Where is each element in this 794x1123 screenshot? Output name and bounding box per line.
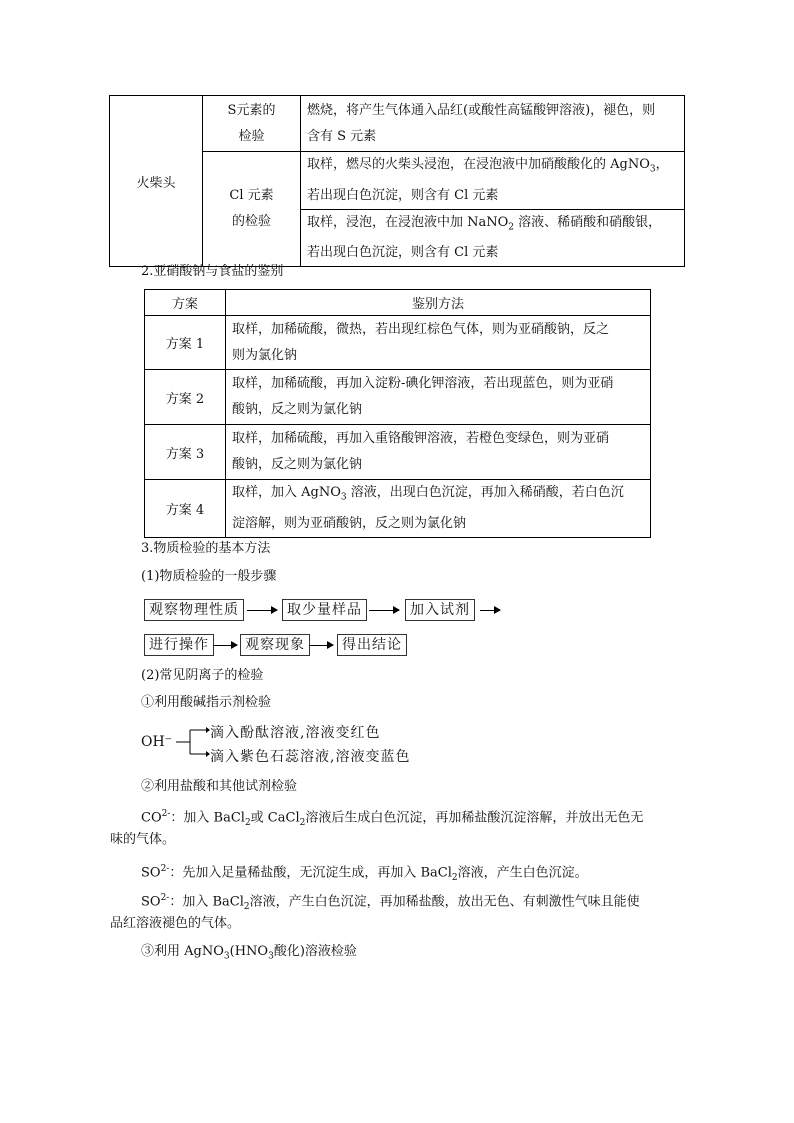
carbonate-test-line2: 味的气体。 — [110, 832, 176, 847]
flow-arrow-icon — [247, 610, 277, 611]
sulfate-test: $SO^{2-}$：先加入足量稀盐酸，无沉淀生成，再加入 BaCl$_2$溶液，产生白色沉淀。 — [141, 864, 588, 883]
scheme-method: 取样，加稀硫酸，再加入重铬酸钾溶液，若橙色变绿色，则为亚硝 酸钠，反之则为氯化钠 — [226, 425, 651, 480]
table2-header-scheme: 方案 — [145, 290, 226, 316]
cl-method-b-line1: 取样，浸泡，在浸泡液中加 NaNO$_2$ 溶液、稀硝酸和硝酸银， — [307, 214, 662, 233]
cl-label-line1: Cl 元素 — [229, 188, 274, 204]
table-row — [145, 370, 651, 425]
flow-step-conclusion: 得出结论 — [337, 634, 407, 656]
table-row — [145, 316, 651, 370]
scheme-method: 取样，加稀硫酸，再加入淀粉-碘化钾溶液，若出现蓝色，则为亚硝 酸钠，反之则为氯化钠 — [226, 370, 651, 425]
cl-element-label-cell — [203, 152, 301, 267]
cl-method-b-line2: 若出现白色沉淀，则含有 Cl 元素 — [307, 245, 499, 261]
sub2-title: (2)常见阴离子的检验 — [141, 668, 264, 683]
flow-step-add-reagent: 加入试剂 — [405, 599, 475, 621]
section3-title: 3.物质检验的基本方法 — [141, 541, 271, 556]
s-element-label-cell — [203, 96, 301, 152]
flow-step-take-sample: 取少量样品 — [282, 599, 367, 621]
hydroxide-ion-label: OH⁻ — [141, 734, 173, 750]
s-label-line1: S元素的 — [227, 102, 276, 118]
nitrite-salt-table — [144, 289, 651, 538]
flow-step-operate: 进行操作 — [144, 634, 214, 656]
sulfite-test-line2: 品红溶液褪色的气体。 — [110, 916, 241, 931]
carbonate-test: $CO^{2-}$：加入 BaCl$_2$或 CaCl$_2$溶液后生成白色沉淀，再加稀盐酸沉淀溶解，并放出无色无 — [141, 809, 644, 828]
match-head-table — [109, 95, 685, 267]
cl-method-a-cell — [301, 152, 685, 210]
table2-header-method: 鉴别方法 — [226, 290, 651, 316]
scheme-name: 方案 3 — [145, 425, 226, 480]
match-head-label: 火柴头 — [136, 175, 176, 191]
flow-arrow-icon — [369, 610, 399, 611]
scheme-name: 方案 2 — [145, 370, 226, 425]
table-row — [145, 425, 651, 480]
s-method-line2: 含有 S 元素 — [307, 128, 377, 144]
s-method-line1: 燃烧，将产生气体通入品红(或酸性高锰酸钾溶液)，褪色，则 — [307, 102, 656, 118]
scheme-method: 取样，加稀硫酸，微热，若出现红棕色气体，则为亚硝酸钠，反之 则为氯化钠 — [226, 316, 651, 370]
flow-step-observe-properties: 观察物理性质 — [144, 599, 244, 621]
sub1-title: (1)物质检验的一般步骤 — [141, 569, 277, 584]
method2-title: ②利用盐酸和其他试剂检验 — [141, 779, 298, 794]
branch-bracket-icon — [176, 722, 210, 762]
cl-method-a-line1: 取样，燃尽的火柴头浸泡，在浸泡液中加硝酸酸化的 AgNO$_3$， — [307, 157, 669, 175]
flow-arrow-icon — [213, 645, 237, 646]
s-element-method-cell — [301, 96, 685, 152]
s-label-line2: 检验 — [238, 128, 265, 144]
oh-branch-phenolphthalein: 滴入酚酞溶液,溶液变红色 — [210, 725, 381, 741]
section2-title: 2.亚硝酸钠与食盐的鉴别 — [141, 264, 284, 279]
flow-arrow-icon — [480, 610, 500, 611]
cl-method-a-line2: 若出现白色沉淀，则含有 Cl 元素 — [307, 187, 499, 203]
flow-arrow-icon — [309, 645, 333, 646]
table-row — [145, 480, 651, 538]
scheme-method: 取样，加入 AgNO$_3$ 溶液，出现白色沉淀，再加入稀硝酸，若白色沉 淀溶解，则为亚硝酸钠，反之则为氯化钠 — [226, 480, 651, 538]
flow-step-observe-phenomenon: 观察现象 — [240, 634, 310, 656]
method1-title: ①利用酸碱指示剂检验 — [141, 695, 272, 710]
scheme-name: 方案 1 — [145, 316, 226, 370]
scheme-name: 方案 4 — [145, 480, 226, 538]
cl-label-line2: 的检验 — [231, 214, 271, 230]
match-head-cell — [110, 96, 203, 267]
oh-branch-litmus: 滴入紫色石蕊溶液,溶液变蓝色 — [210, 749, 411, 765]
cl-method-b-cell — [301, 209, 685, 267]
method3-title: ③利用 $AgNO_3(HNO_3$酸化)溶液检验 — [141, 944, 357, 962]
sulfite-test: $SO^{2-}$：加入 BaCl$_2$溶液，产生白色沉淀，再加稀盐酸，放出无色、有刺激性气味且能使 — [141, 893, 640, 912]
